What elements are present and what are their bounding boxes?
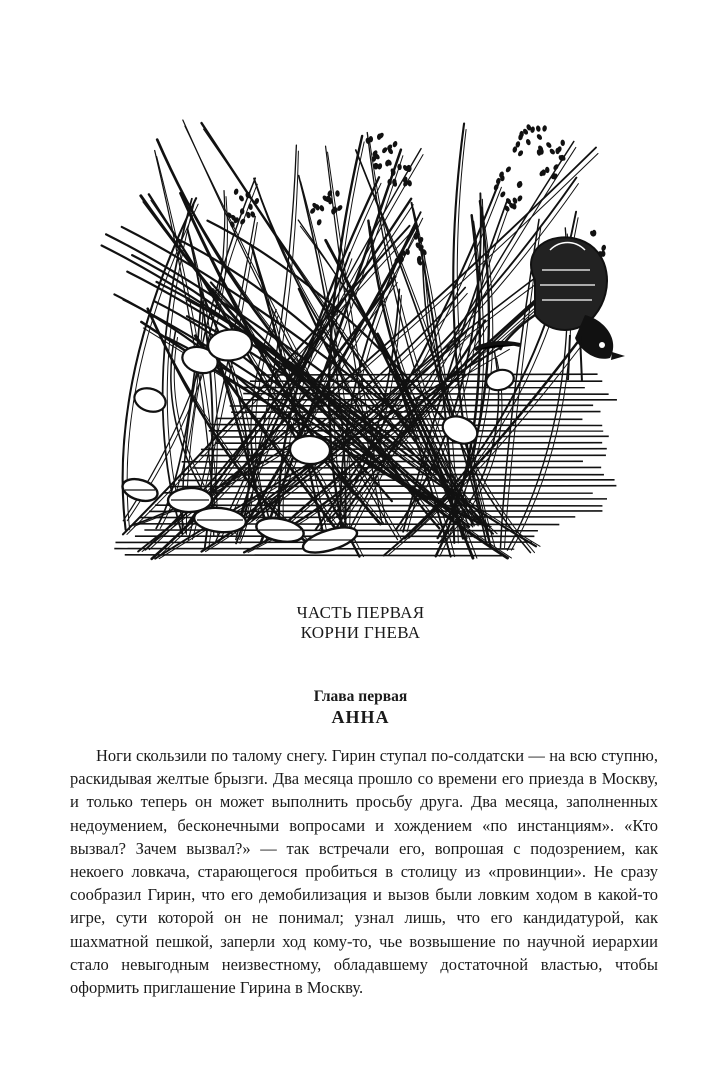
part-title: КОРНИ ГНЕВА xyxy=(300,623,421,642)
body-text xyxy=(70,744,658,999)
paragraph: Ноги скользили по талому снегу. Гирин ступал по-солдатски — на всю ступню, раскидывая желтые брызги. Два месяца прошло со времени его приезда в Москву, и только теперь он может выполнить просьбу друга. Два месяца, заполненных недоумением, бесконечными вопросами и хождением «по инстанциям». «Кто вызвал? Зачем вызвал?» — так встречали его, вопрошая с подозрением, как некоего ловкача, старающегося пробиться в столицу из «провинции». Не сразу сообразил Гирин, что его демобилизация и вызов были ловким ходом в какой-то игре, сути которой он не понимал; узнал лишь, что его кандидатурой, как шахматной пешкой, заперли ход кому-то, чье возвышение по научной иерархии стало невыгодным неизвестному, обладавшему достаточной властью, чтобы оформить приглашение Гирина в Москву. xyxy=(70,746,658,998)
chapter-title: АННА xyxy=(331,707,390,727)
chapter-heading xyxy=(0,688,721,728)
part-label: ЧАСТЬ ПЕРВАЯ xyxy=(296,603,425,622)
grass-and-bird-engraving-icon xyxy=(80,100,645,570)
grass-bird-illustration xyxy=(80,100,645,570)
part-heading xyxy=(0,603,721,643)
chapter-label: Глава первая xyxy=(313,688,408,705)
